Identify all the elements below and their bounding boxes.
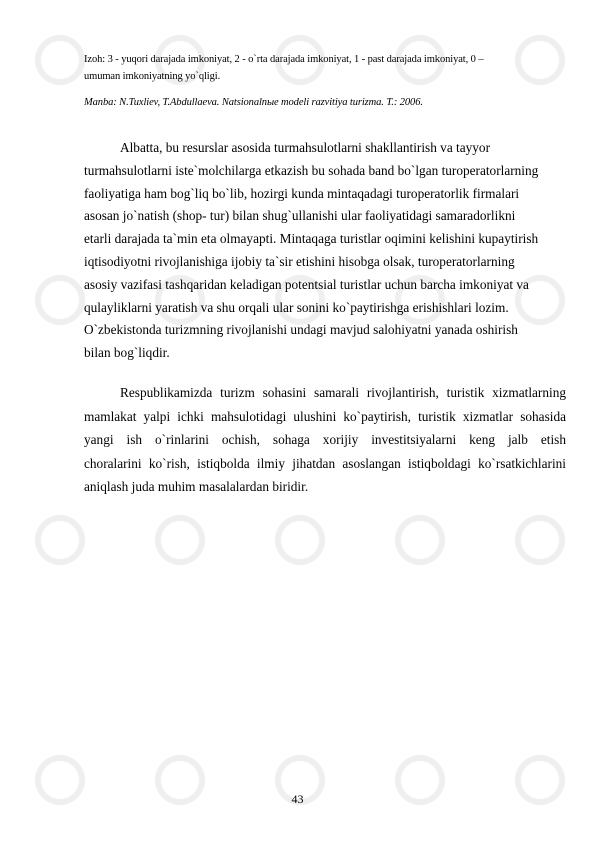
paragraph-line: aniqlash juda muhim masalalardan biridir. bbox=[84, 479, 309, 494]
paragraph-line: asosiy vazifasi tashqaridan keladigan potentsial turistlar uchun barcha imkoniyat va bbox=[84, 276, 529, 292]
paragraph-line: Respublikamizda turizm sohasini samarali rivojlantirish, turistik xizmatlarning bbox=[120, 385, 566, 400]
paragraph-line: iqtisodiyotni rivojlanishiga ijobiy ta`sir etishini hisobga olsak, turoperatorlarning bbox=[84, 253, 515, 269]
paragraph-line: turmahsulotlarni iste`molchilarga etkazish bu sohada band bo`lgan turoperatorlarning bbox=[84, 162, 539, 178]
paragraph-line: qulayliklarni yaratish va shu orqali ular sonini ko`paytirishga erishishlari lozim. bbox=[84, 299, 509, 315]
paragraph-line: asosan jo`natish (shop- tur) bilan shug`ullanishi ular faoliyatidagi samaradorlikni bbox=[84, 208, 516, 224]
paragraph-2 bbox=[84, 381, 566, 499]
paragraph-line: faoliyatiga ham bog`liq bo`lib, hozirgi kunda mintaqadagi turoperatorlik firmalari bbox=[84, 185, 520, 201]
paragraph-line: Albatta, bu resurslar asosida turmahsulotlarni shakllantirish va tayyor bbox=[120, 140, 491, 155]
table-footnote bbox=[84, 51, 564, 85]
paragraph-line: yangi ish o`rinlarini ochish, sohaga xorijiy investitsiyalarni keng jalb etish bbox=[84, 432, 566, 447]
page-number: 43 bbox=[291, 792, 304, 806]
source-citation: Manba: N.Tuxliev, T.Abdullaeva. Natsionalnыe modeli razvitiya turizma. T.: 2006. bbox=[84, 97, 423, 108]
paragraph-1 bbox=[84, 137, 566, 365]
footnote-line: umuman imkoniyatning yo`qligi. bbox=[84, 71, 221, 82]
paragraph-line: etarli darajada ta`min eta olmayapti. Mintaqaga turistlar oqimini kelishini kupaytirish bbox=[84, 231, 539, 247]
footnote-line: Izoh: 3 - yuqori darajada imkoniyat, 2 - o`rta darajada imkoniyat, 1 - past darajada imkoniyat, 0 – bbox=[84, 54, 484, 65]
paragraph-line: choralarini ko`rish, istiqbolda ilmiy jihatdan asoslangan istiqboldagi ko`rsatkichlarini bbox=[84, 455, 566, 471]
paragraph-line: bilan bog`liqdir. bbox=[84, 345, 170, 361]
paragraph-line: O`zbekistonda turizmning rivojlanishi undagi mavjud salohiyatni yanada oshirish bbox=[84, 322, 518, 338]
paragraph-line: mamlakat yalpi ichki mahsulotidagi ulushini ko`paytirish, turistik xizmatlar sohasida bbox=[84, 408, 566, 424]
